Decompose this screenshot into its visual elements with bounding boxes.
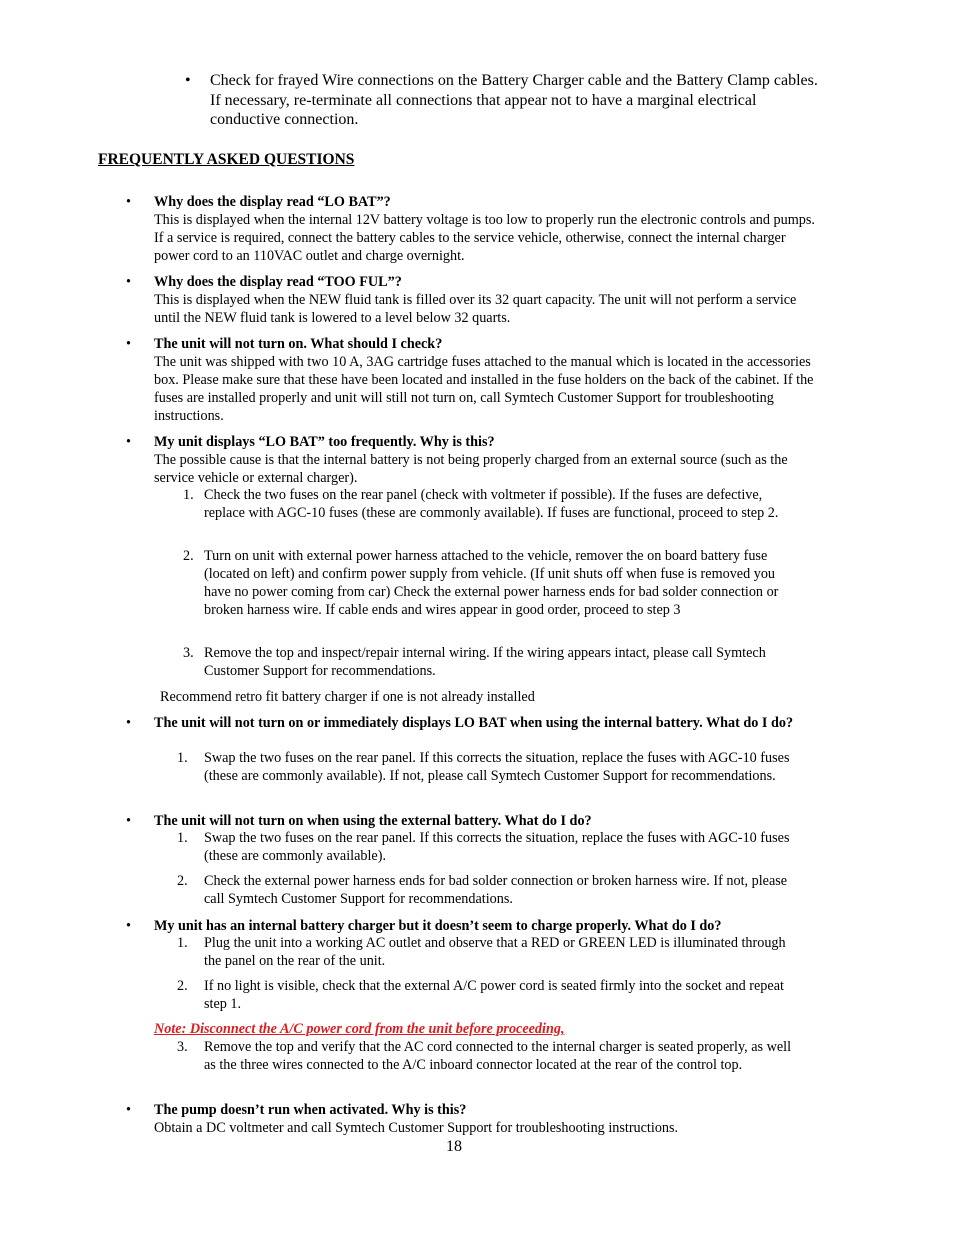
bullet-marker: •	[126, 274, 131, 290]
faq-item-lo-bat	[126, 193, 819, 265]
step-number: 2.	[177, 978, 188, 994]
step-text: Plug the unit into a working AC outlet and observe that a RED or GREEN LED is illuminated through the panel on the rear of the unit.	[204, 935, 786, 969]
step-number: 1.	[177, 935, 188, 951]
question-title: The unit will not turn on when using the external battery. What do I do?	[154, 813, 592, 829]
step-text: Remove the top and inspect/repair internal wiring. If the wiring appears intact, please call Symtech Customer Support for recommendations.	[204, 645, 766, 679]
answer-text: Obtain a DC voltmeter and call Symtech Customer Support for troubleshooting instructions.	[154, 1120, 679, 1136]
question-title: Why does the display read “LO BAT”?	[154, 194, 391, 210]
faq-item-pump	[126, 1101, 819, 1137]
step-text: Check the external power harness ends for bad solder connection or broken harness wire. If not, please call Symtech Customer Support for recommendations.	[204, 873, 788, 907]
step-text: Swap the two fuses on the rear panel. If this corrects the situation, replace the fuses with AGC-10 fuses (these are commonly available).	[204, 830, 790, 864]
step-text: Remove the top and verify that the AC cord connected to the internal charger is seated properly, as well as the three wires connected to the A/C inboard connector located at the rear of the control top.	[204, 1039, 792, 1073]
question-title: My unit displays “LO BAT” too frequently. Why is this?	[154, 434, 495, 450]
bullet-marker: •	[126, 918, 131, 934]
bullet-marker: •	[126, 1102, 131, 1118]
step-number: 1.	[177, 750, 188, 766]
question-title: The unit will not turn on. What should I check?	[154, 336, 443, 352]
question-title: The unit will not turn on or immediately displays LO BAT when using the internal battery. What do I do?	[154, 715, 794, 731]
faq-item-lo-bat-frequent	[126, 433, 819, 487]
answer-text: This is displayed when the internal 12V battery voltage is too low to properly run the electronic controls and pumps. If a service is required, connect the battery cables to the service vehicle, otherwise, connect the internal charger power cord to an 110VAC outlet and charge overnight.	[154, 212, 815, 264]
step-number: 2.	[183, 548, 194, 564]
warning-note: Note: Disconnect the A/C power cord from the unit before proceeding,	[154, 1021, 565, 1037]
step-number: 1.	[183, 487, 194, 503]
page-number: 18	[446, 1138, 462, 1155]
step-number: 3.	[177, 1039, 188, 1055]
step-text: Check the two fuses on the rear panel (check with voltmeter if possible). If the fuses are defective, replace with AGC-10 fuses (these are commonly available). If fuses are functional, proceed to step 2.	[204, 487, 779, 521]
bullet-marker: •	[126, 715, 131, 731]
answer-text: The unit was shipped with two 10 A, 3AG cartridge fuses attached to the manual which is located in the accessories box. Please make sure that these have been located and installed in the fuse holders on the back of the cabinet. If the fuses are installed properly and unit will still not turn on, call Symtech Customer Support for troubleshooting instructions.	[154, 354, 814, 424]
answer-text: The possible cause is that the internal battery is not being properly charged from an external source (such as the service vehicle or external charger).	[154, 452, 788, 486]
step-text: If no light is visible, check that the external A/C power cord is seated firmly into the socket and repeat step 1.	[204, 978, 784, 1012]
bullet-marker: •	[126, 194, 131, 210]
recommendation-text: Recommend retro fit battery charger if one is not already installed	[160, 689, 535, 705]
intro-bullet-text: Check for frayed Wire connections on the Battery Charger cable and the Battery Clamp cables. If necessary, re-terminate all connections that appear not to have a marginal electrical conductive connection.	[210, 72, 818, 128]
faq-item-internal-battery	[126, 714, 819, 732]
question-title: My unit has an internal battery charger but it doesn’t seem to charge properly. What do I do?	[154, 918, 722, 934]
step-number: 2.	[177, 873, 188, 889]
faq-heading: FREQUENTLY ASKED QUESTIONS	[98, 151, 355, 168]
step-number: 3.	[183, 645, 194, 661]
bullet-marker: •	[185, 72, 191, 89]
faq-item-external-battery	[126, 812, 819, 830]
answer-text: This is displayed when the NEW fluid tank is filled over its 32 quart capacity. The unit will not perform a service until the NEW fluid tank is lowered to a level below 32 quarts.	[154, 292, 797, 326]
bullet-marker: •	[126, 813, 131, 829]
step-text: Turn on unit with external power harness attached to the vehicle, remover the on board battery fuse (located on left) and confirm power supply from vehicle. (If unit shuts off when fuse is removed you have no power coming from car) Check the external power harness ends for bad solder connection or broken harness wire. If cable ends and wires appear in good order, proceed to step 3	[204, 548, 779, 618]
faq-item-charger	[126, 917, 819, 935]
faq-item-too-ful	[126, 273, 819, 327]
bullet-marker: •	[126, 336, 131, 352]
question-title: Why does the display read “TOO FUL”?	[154, 274, 402, 290]
step-text: Swap the two fuses on the rear panel. If this corrects the situation, replace the fuses with AGC-10 fuses (these are commonly available). If not, please call Symtech Customer Support for recommendations.	[204, 750, 790, 784]
faq-item-not-turn-on	[126, 335, 819, 425]
step-number: 1.	[177, 830, 188, 846]
question-title: The pump doesn’t run when activated. Why is this?	[154, 1102, 467, 1118]
bullet-marker: •	[126, 434, 131, 450]
